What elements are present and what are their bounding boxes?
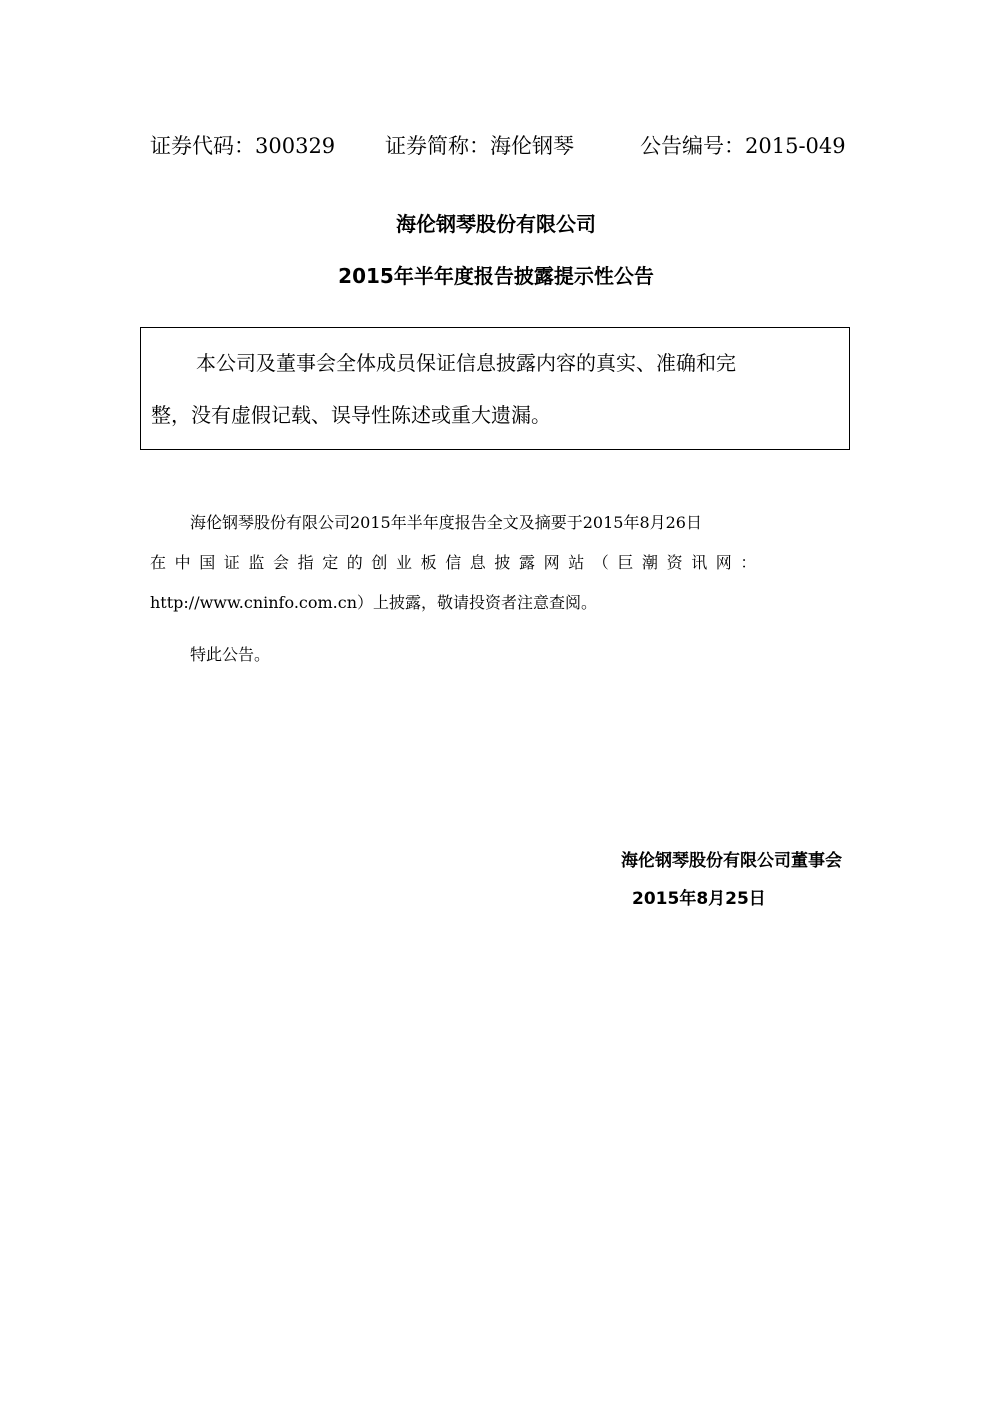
body-text-line: http://www.cninfo.com.cn）上披露，敬请投资者注意查阅。 [150, 593, 598, 612]
signature-board: 海伦钢琴股份有限公司董事会 [621, 851, 842, 871]
document-header [150, 131, 846, 161]
body-text-line: 海伦钢琴股份有限公司2015年半年度报告全文及摘要于2015年8月26日 [190, 513, 702, 532]
company-title: 海伦钢琴股份有限公司 [396, 212, 596, 236]
notice-title: 2015年半年度报告披露提示性公告 [338, 264, 654, 288]
stock-short-name: 证券简称：海伦钢琴 [385, 134, 574, 158]
statement-line: 整，没有虚假记载、误导性陈述或重大遗漏。 [151, 403, 551, 427]
signature-date: 2015年8月25日 [632, 889, 766, 909]
body-text-line: 在中国证监会指定的创业板信息披露网站（巨潮资讯网： [150, 553, 766, 572]
board-statement-box [140, 327, 850, 450]
closing-text: 特此公告。 [190, 645, 271, 664]
stock-code: 证券代码：300329 [150, 134, 336, 158]
announcement-number: 公告编号：2015-049 [640, 134, 846, 158]
statement-line: 本公司及董事会全体成员保证信息披露内容的真实、准确和完 [196, 351, 736, 375]
